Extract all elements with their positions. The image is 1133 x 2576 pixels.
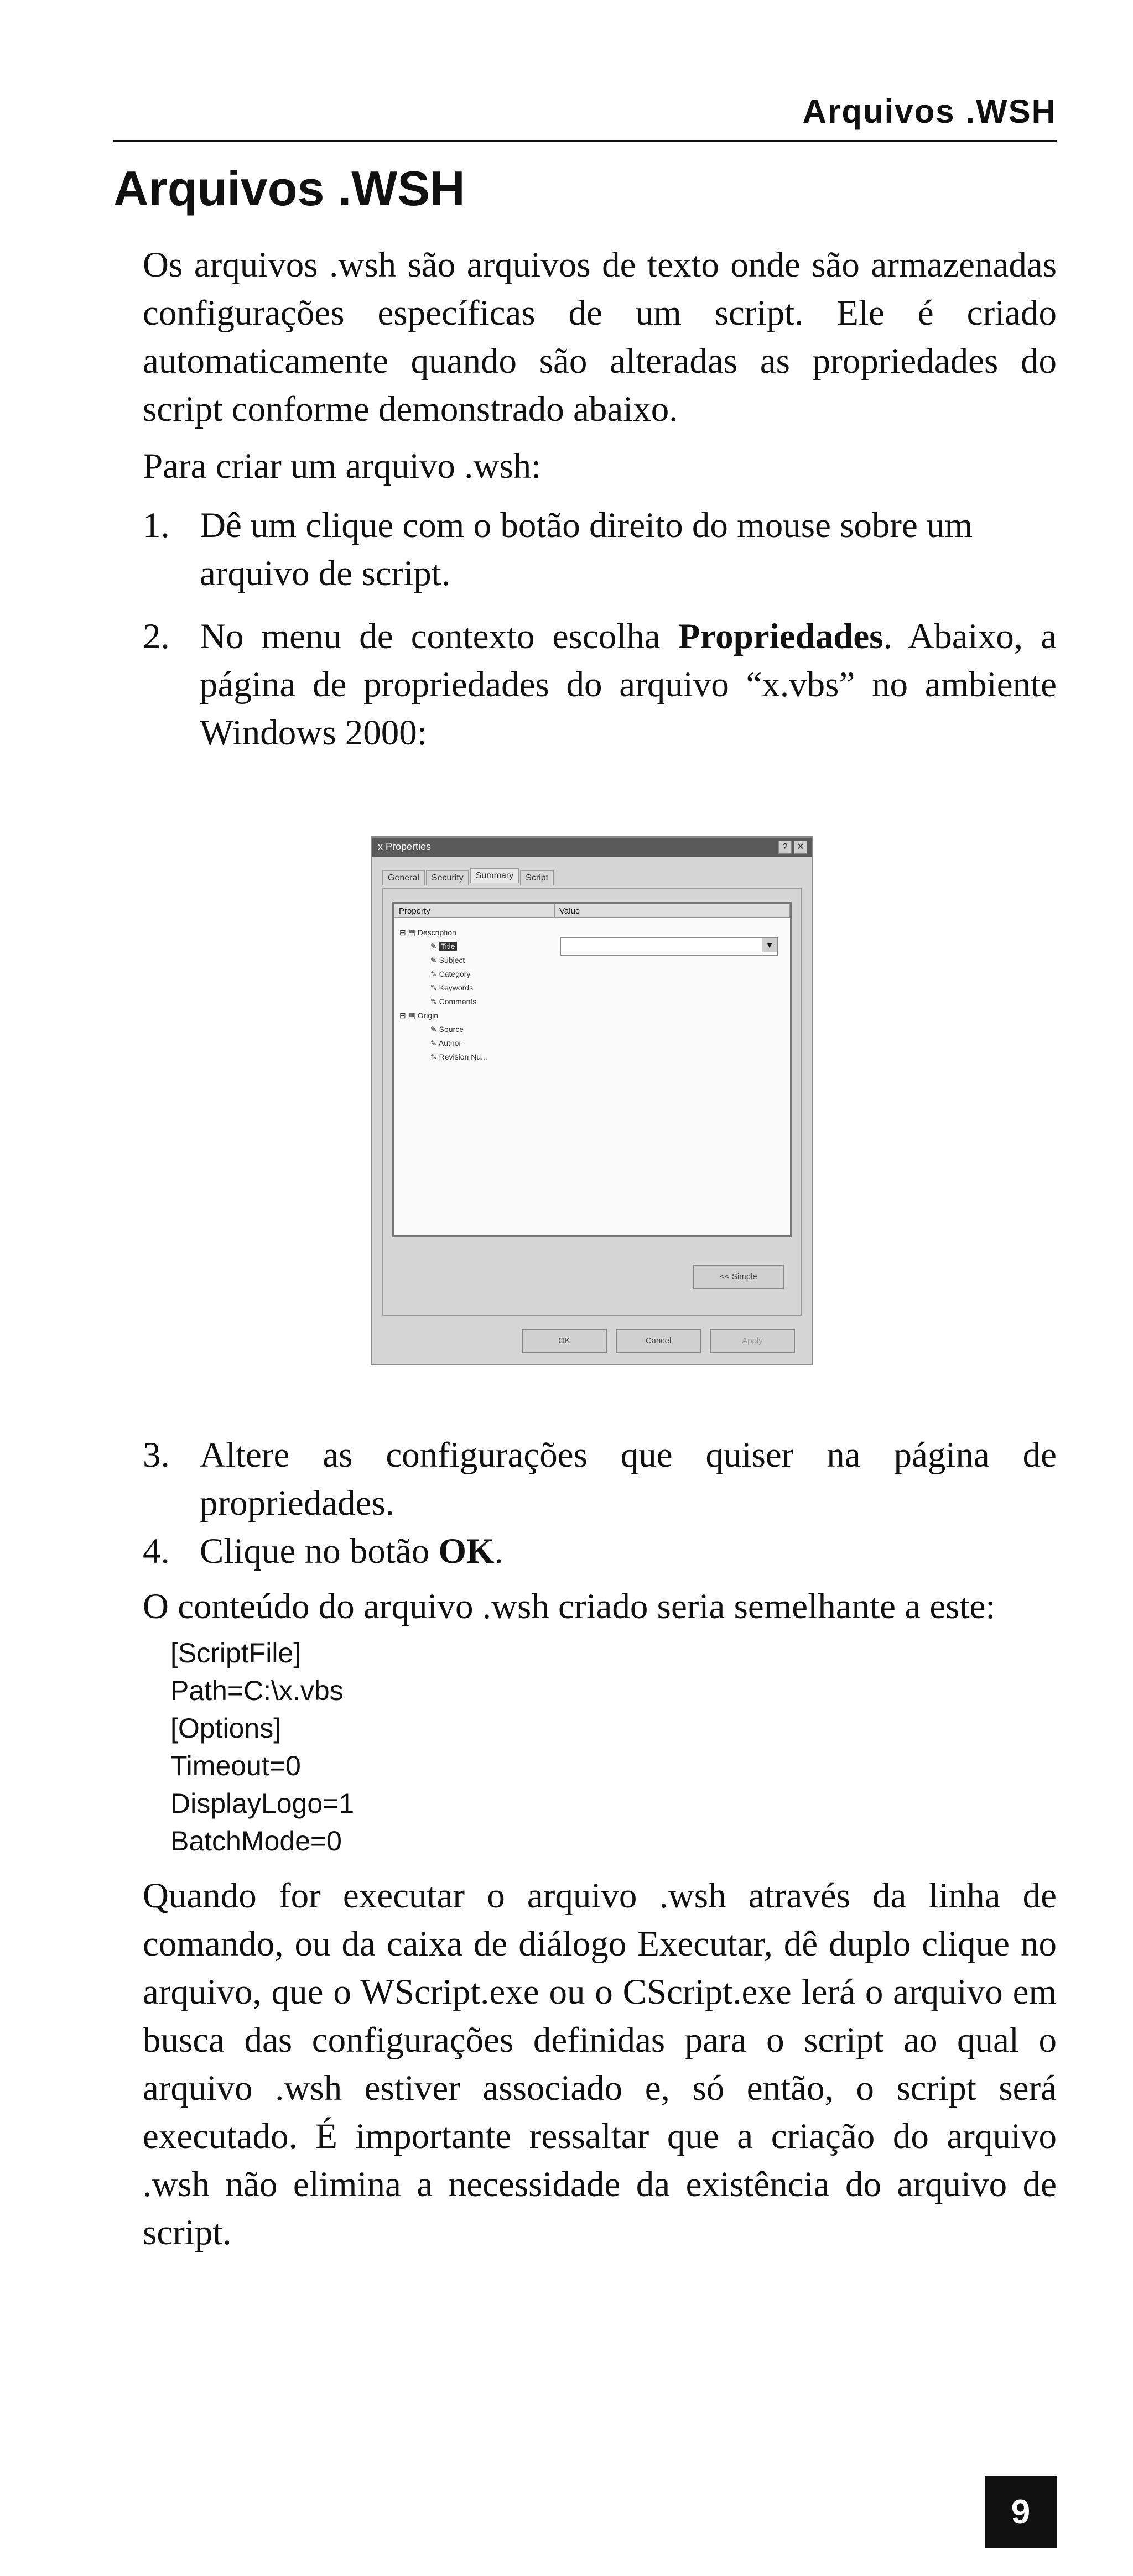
property-list [392, 902, 792, 1237]
tree-item: ✎ Subject [430, 956, 465, 964]
help-icon: ? [778, 841, 792, 854]
tree-group-origin: ⊟ ▤ Origin [399, 1011, 439, 1020]
steps-intro: Para criar um arquivo .wsh: [143, 446, 542, 486]
tree-item: ✎ Title [399, 940, 487, 953]
column-value: Value [554, 904, 790, 918]
step-text: Dê um clique com o botão direito do mouse sobre um arquivo de script. [200, 505, 973, 593]
tab-security: Security [426, 870, 469, 885]
step-number: 2. [143, 617, 170, 656]
step-text-bold: Propriedades [678, 617, 883, 656]
running-header [113, 91, 1057, 142]
tree-item: ✎ Source [430, 1025, 464, 1034]
tab-script: Script [520, 870, 554, 885]
code-line: BatchMode=0 [170, 1826, 342, 1857]
titlebar-buttons [778, 841, 807, 854]
cancel-button: Cancel [616, 1329, 701, 1353]
code-line: [ScriptFile] [170, 1638, 302, 1668]
code-line: Path=C:\x.vbs [170, 1675, 344, 1706]
simple-button: << Simple [693, 1265, 784, 1289]
value-dropdown [560, 937, 778, 956]
tab-summary: Summary [470, 868, 519, 883]
step-text-before: No menu de contexto escolha [200, 617, 678, 656]
tree-item: ✎ Author [430, 1039, 462, 1047]
code-line: Timeout=0 [170, 1750, 301, 1781]
tree-group-label: Origin [417, 1011, 439, 1020]
closing-paragraph: Quando for executar o arquivo .wsh através da linha de comando, ou da caixa de diálogo Executar, dê duplo clique no arquivo, que o WScript.exe ou o CScript.exe lerá o arquivo em busca das configurações definidas para o script ao qual o arquivo .wsh estiver associado e, só então, o script será executado. É importante ressaltar que a criação do arquivo .wsh não elimina a necessidade da existência do arquivo de script. [143, 1876, 1057, 2252]
intro-paragraph: Os arquivos .wsh são arquivos de texto onde são armazenadas configurações específicas de um script. Ele é criado automaticamente quando são alteradas as propriedades do script conforme demonstrado abaixo. [143, 245, 1057, 429]
step-text [200, 613, 1057, 757]
close-icon: ✕ [794, 841, 807, 854]
properties-dialog-screenshot [371, 836, 813, 1365]
tree-item-label: Category [439, 969, 471, 978]
tab-general: General [382, 870, 425, 885]
ok-button: OK [522, 1329, 607, 1353]
property-tree [399, 926, 487, 1064]
column-property: Property [394, 904, 554, 918]
code-listing [170, 1634, 354, 1860]
chevron-down-icon: ▼ [762, 938, 777, 952]
tree-item: ✎ Revision Nu... [430, 1052, 487, 1061]
step-text: Altere as configurações que quiser na página de propriedades. [200, 1435, 1057, 1523]
dialog-titlebar [372, 838, 812, 857]
tree-item-label: Subject [439, 956, 465, 964]
step-text [200, 1527, 1057, 1576]
tree-item-label: Revision Nu... [439, 1052, 487, 1061]
tree-item-label: Title [439, 942, 457, 951]
step-text-after: . Abaixo, a página de propriedades do arquivo “x.vbs” no ambiente Windows 2000: [200, 617, 1057, 753]
dialog-tabs [382, 870, 555, 885]
tree-item: ✎ Keywords [430, 983, 474, 992]
tree-item: ✎ Category [430, 969, 471, 978]
step-number: 1. [143, 505, 170, 545]
page-title: Arquivos .WSH [113, 161, 465, 216]
tree-item-label: Source [439, 1025, 464, 1034]
tree-group-label: Description [417, 928, 456, 937]
code-line: DisplayLogo=1 [170, 1788, 355, 1819]
step-number: 4. [143, 1531, 170, 1571]
step-text-before: Clique no botão [200, 1531, 439, 1571]
tree-group-description: ⊟ ▤ Description [399, 928, 456, 937]
summary-panel [382, 888, 802, 1316]
page-number: 9 [985, 2476, 1057, 2548]
tree-item-label: Author [438, 1039, 462, 1047]
result-intro: O conteúdo do arquivo .wsh criado seria semelhante a este: [143, 1587, 996, 1626]
step-text-bold: OK [438, 1531, 495, 1571]
tree-item-label: Comments [439, 997, 477, 1006]
tree-item: ✎ Comments [430, 997, 477, 1006]
step-number: 3. [143, 1435, 170, 1475]
dialog-title: x Properties [378, 841, 432, 852]
apply-button: Apply [710, 1329, 795, 1353]
code-line: [Options] [170, 1713, 282, 1744]
running-header-title: Arquivos .WSH [802, 93, 1057, 130]
step-text-after: . [494, 1531, 503, 1571]
tree-item-label: Keywords [439, 983, 474, 992]
